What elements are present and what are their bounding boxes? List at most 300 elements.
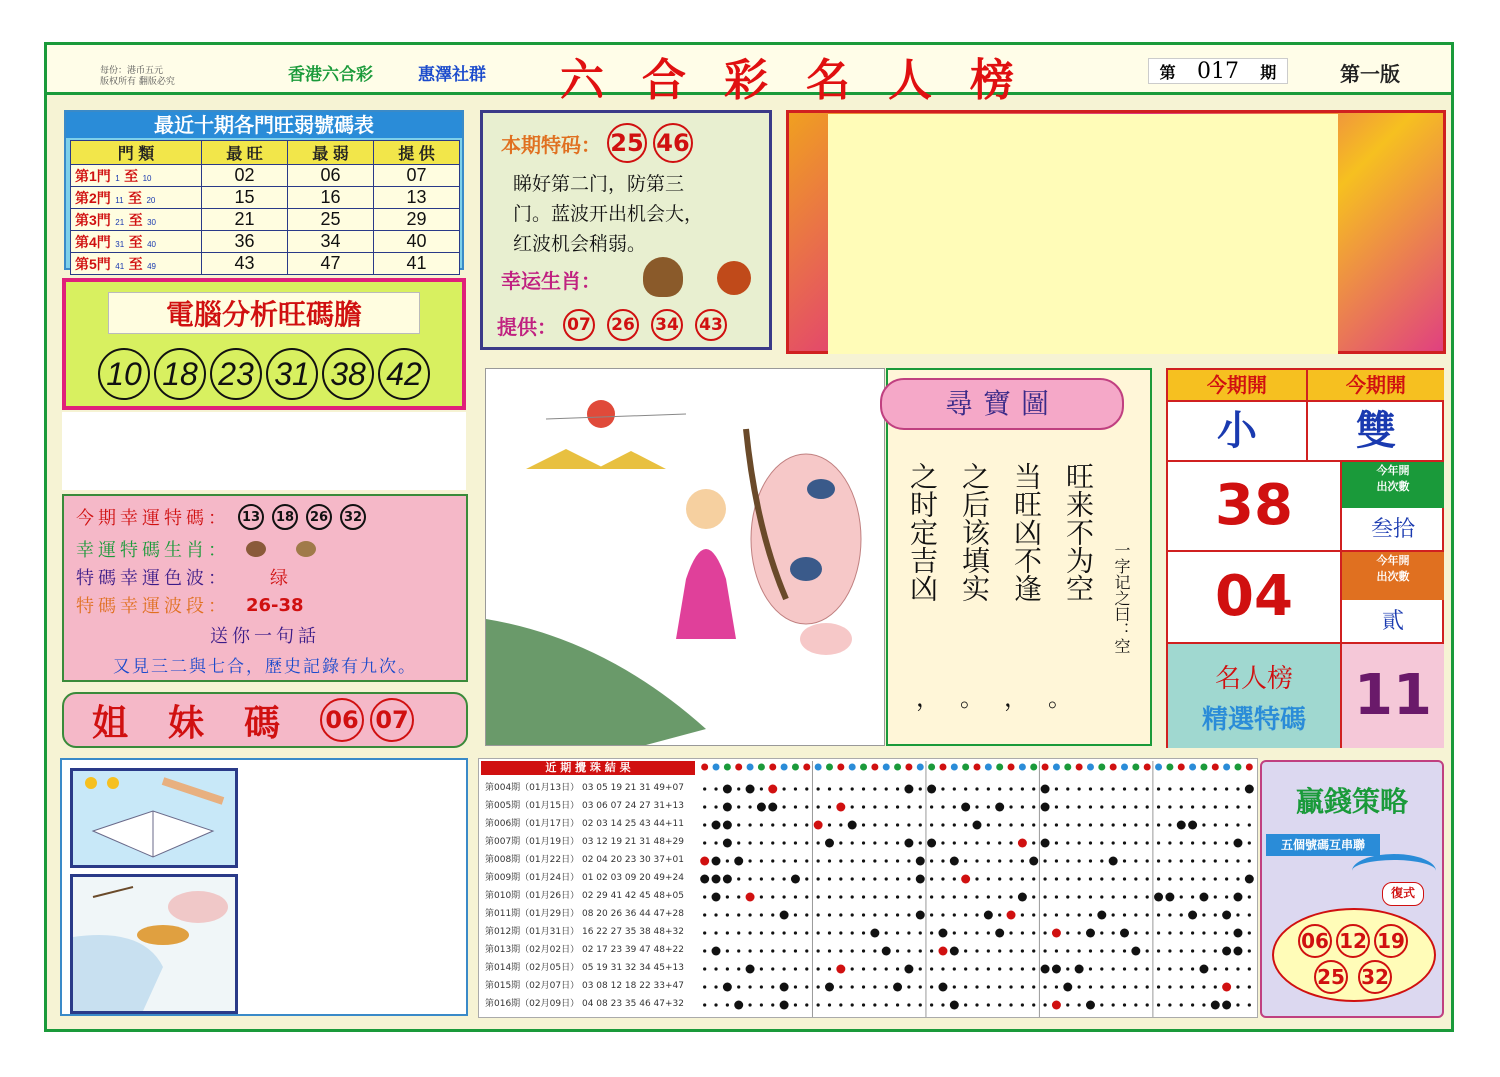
grid-dot [828,823,831,826]
grid-dot [839,949,842,952]
grid-header-dot [1042,764,1049,771]
treasure-col-3: 之后该填实 [958,462,991,602]
fame-box [1168,644,1342,748]
grid-dot [828,877,831,880]
best-value: 02 [202,165,288,187]
grid-dot [919,949,922,952]
grid-header-dot [1008,764,1015,771]
grid-dot [1066,967,1069,970]
scene-illustration [485,368,885,746]
book-svg [73,771,235,865]
grid-dot [975,913,978,916]
grid-dot [1134,985,1137,988]
grid-header-dot [883,764,890,771]
grid-dot [783,859,786,862]
computer-number: 10 [98,348,150,400]
page-title: 六合彩名人榜 [560,55,1052,106]
grid-header-dot [769,764,776,771]
grid-dot [1078,823,1081,826]
grid-dot [862,1003,865,1006]
grid-hit-dot [723,821,732,830]
grid-dot [1089,841,1092,844]
grid-dot [760,859,763,862]
grid-dot [1123,787,1126,790]
grid-header-dot [1189,764,1196,771]
grid-dot [1112,985,1115,988]
treasure-panel [886,368,1152,746]
lucky-panel [62,494,468,682]
special-panel [480,110,772,350]
grid-dot [1214,805,1217,808]
grid-dot [862,877,865,880]
grid-dot [703,823,706,826]
grid-dot [919,787,922,790]
grid-dot [1202,1003,1205,1006]
stats-row-nums: 16 22 27 35 38 48+32 [581,927,684,937]
grid-dot [1043,1003,1046,1006]
grid-dot [1236,1003,1239,1006]
grid-dot [1168,877,1171,880]
grid-hit-dot [1063,983,1072,992]
door-to-label: 至 [128,211,143,228]
special-number: 46 [653,123,693,163]
grid-dot [771,985,774,988]
strategy-title: 贏錢策略 [1295,785,1408,818]
grid-dot [941,913,944,916]
grid-dot [760,787,763,790]
grid-header-dot [1200,764,1207,771]
grid-dot [748,931,751,934]
grid-hit-dot [1109,857,1118,866]
grid-dot [828,805,831,808]
stats-row-label: 第010期（01月26日） [485,891,580,901]
grid-dot [1225,787,1228,790]
grid-dot [896,913,899,916]
door-from: 1 [115,173,120,183]
grid-header-dot [747,764,754,771]
grid-dot [1078,949,1081,952]
grid-dot [1191,787,1194,790]
grid-dot [1032,841,1035,844]
grid-dot [1112,931,1115,934]
grid-dot [873,913,876,916]
grid-dot [1021,985,1024,988]
grid-hit-dot [1007,911,1016,920]
open-panel [1166,368,1444,748]
grid-dot [851,841,854,844]
grid-dot [1112,913,1115,916]
grid-dot [748,985,751,988]
grid-dot [1089,967,1092,970]
grid-dot [1146,967,1149,970]
grid-hit-dot [791,875,800,884]
grid-hit-dot [950,947,959,956]
best-value: 21 [202,209,288,231]
grid-dot [1248,931,1251,934]
grid-dot [828,787,831,790]
grid-dot [1055,805,1058,808]
grid-dot [964,859,967,862]
grid-dot [1043,823,1046,826]
grid-dot [1214,895,1217,898]
door-to: 40 [147,239,156,249]
grid-dot [873,985,876,988]
grid-dot [885,895,888,898]
grid-dot [771,859,774,862]
open-count-1: 叁拾 [1342,510,1444,552]
grid-dot [1191,1003,1194,1006]
grid-dot [1202,985,1205,988]
grid-hit-dot [1018,893,1027,902]
table-row [71,209,460,231]
grid-dot [1146,1003,1149,1006]
stats-row [485,797,695,815]
grid-dot [907,877,910,880]
stats-row-label: 第009期（01月24日） [485,873,580,883]
stats-row-nums: 02 29 41 42 45 48+05 [581,891,684,901]
grid-dot [1146,787,1149,790]
grid-dot [896,877,899,880]
grid-dot [862,859,865,862]
grid-dot [919,823,922,826]
grid-dot [1009,985,1012,988]
grid-dot [817,931,820,934]
grid-dot [1032,805,1035,808]
grid-header-dot [1155,764,1162,771]
grid-dot [1078,985,1081,988]
grid-dot [794,859,797,862]
grid-hit-dot [1245,875,1254,884]
grid-hit-dot [723,803,732,812]
grid-dot [1236,805,1239,808]
grid-hit-dot [1154,893,1163,902]
grid-dot [1066,877,1069,880]
grid-dot [919,985,922,988]
grid-hit-dot [950,1001,959,1010]
grid-dot [919,805,922,808]
grid-dot [885,1003,888,1006]
grid-dot [737,949,740,952]
stats-row-label: 第014期（02月05日） [485,963,580,973]
grid-dot [714,985,717,988]
grid-dot [737,895,740,898]
grid-header-dot [1144,764,1151,771]
grid-dot [771,931,774,934]
provide-number: 43 [695,309,727,341]
label-year-open: 今年開 [1376,554,1410,567]
grid-dot [1089,949,1092,952]
grid-dot [1009,805,1012,808]
grid-dot [1202,787,1205,790]
grid-hit-dot [712,893,721,902]
grid-dot [1055,913,1058,916]
grid-dot [703,913,706,916]
grid-dot [1055,841,1058,844]
grid-dot [987,805,990,808]
grid-dot [783,841,786,844]
grid-dot [1248,949,1251,952]
blank-area [62,412,466,490]
grid-dot [726,913,729,916]
grid-dot [1021,1003,1024,1006]
grid-dot [1078,895,1081,898]
grid-dot [1078,913,1081,916]
grid-dot [1123,913,1126,916]
grid-dot [771,841,774,844]
open-count-label-1 [1342,462,1444,508]
grid-hit-dot [780,983,789,992]
grid-dot [987,985,990,988]
grid-dot [941,967,944,970]
grid-dot [703,931,706,934]
stats-row [485,959,695,977]
grid-dot [737,877,740,880]
grid-dot [930,985,933,988]
grid-hit-dot [995,803,1004,812]
stats-row-nums: 01 02 03 09 20 49+24 [581,873,684,883]
grid-hit-dot [1222,1001,1231,1010]
computer-number: 38 [322,348,374,400]
best-value: 36 [202,231,288,253]
header-brand-hk: 香港六合彩 [288,65,373,85]
table-row [71,253,460,275]
grid-hit-dot [1233,947,1242,956]
grid-dot [907,949,910,952]
grid-dot [794,949,797,952]
grid-dot [805,895,808,898]
strategy-number: 19 [1374,924,1408,958]
grid-dot [1100,841,1103,844]
grid-dot [1123,805,1126,808]
grid-dot [919,895,922,898]
grid-dot [737,823,740,826]
grid-dot [964,841,967,844]
grid-dot [1157,1003,1160,1006]
grid-dot [1134,805,1137,808]
grid-dot [737,841,740,844]
grid-hit-dot [1097,911,1106,920]
grid-hit-dot [825,839,834,848]
grid-dot [794,787,797,790]
grid-hit-dot [1222,911,1231,920]
grid-dot [817,787,820,790]
grid-dot [975,805,978,808]
grid-header-dot [1223,764,1230,771]
grid-hit-dot [904,785,913,794]
grid-dot [896,949,899,952]
grid-dot [862,931,865,934]
grid-dot [873,805,876,808]
grid-hit-dot [746,965,755,974]
grid-hit-dot [757,803,766,812]
grid-dot [1157,841,1160,844]
grid-dot [953,895,956,898]
grid-dot [714,787,717,790]
grid-dot [748,877,751,880]
lucky-number: 13 [238,504,264,530]
grid-dot [998,859,1001,862]
grid-header-dot [1064,764,1071,771]
grid-dot [1043,949,1046,952]
door-table [70,140,460,275]
grid-dot [1225,877,1228,880]
grid-hit-dot [746,893,755,902]
grid-dot [987,859,990,862]
grid-hit-dot [882,947,891,956]
grid-dot [1134,1003,1137,1006]
stats-row [485,869,695,887]
grid-dot [1146,985,1149,988]
open-count-label-2 [1342,552,1444,600]
grid-dot [885,877,888,880]
grid-dot [1078,841,1081,844]
grid-hit-dot [1222,983,1231,992]
label-times: 出次數 [1376,480,1410,493]
grid-hit-dot [1199,965,1208,974]
grid-dot [941,805,944,808]
grid-dot [1180,841,1183,844]
grid-dot [975,985,978,988]
grid-dot [987,841,990,844]
grid-dot [1214,841,1217,844]
grid-hit-dot [916,911,925,920]
grid-dot [873,967,876,970]
grid-dot [783,805,786,808]
grid-dot [1236,985,1239,988]
grid-hit-dot [723,875,732,884]
grid-dot [1180,787,1183,790]
grid-dot [817,967,820,970]
grid-dot [839,787,842,790]
provide-value: 40 [374,231,460,253]
provide-number: 34 [651,309,683,341]
grid-dot [1214,877,1217,880]
special-number: 25 [607,123,647,163]
grid-hit-dot [1233,839,1242,848]
stats-row-label: 第012期（01月31日） [485,927,580,937]
grid-hit-dot [938,983,947,992]
banner-blank [828,114,1338,354]
grid-dot [1236,859,1239,862]
grid-dot [1168,931,1171,934]
grid-hit-dot [1120,929,1129,938]
grid-dot [1225,967,1228,970]
grid-dot [919,841,922,844]
grid-dot [1089,859,1092,862]
door-label: 第4門 [75,233,111,250]
computer-panel [62,278,466,410]
grid-dot [1100,877,1103,880]
grid-header-dot [1030,764,1037,771]
grid-dot [987,877,990,880]
stats-row-nums: 03 12 19 21 31 48+29 [581,837,684,847]
issue-number: 017 [1196,58,1239,84]
grid-dot [714,805,717,808]
grid-dot [885,913,888,916]
grid-dot [941,787,944,790]
grid-dot [783,823,786,826]
grid-dot [1100,967,1103,970]
best-value: 15 [202,187,288,209]
grid-dot [726,931,729,934]
grid-dot [1202,949,1205,952]
grid-dot [805,787,808,790]
grid-dot [930,913,933,916]
grid-dot [1168,823,1171,826]
grid-dot [1134,877,1137,880]
grid-hit-dot [1052,965,1061,974]
grid-dot [1146,949,1149,952]
grid-dot [794,985,797,988]
stats-row-nums: 03 05 19 21 31 49+07 [581,783,684,793]
stats-header: 近 期 攪 珠 結 果 [481,761,695,775]
grid-dot [862,985,865,988]
zodiac-label: 幸运生肖： [501,269,601,293]
grid-dot [998,967,1001,970]
grid-dot [1043,895,1046,898]
stats-row-nums: 02 04 20 23 30 37+01 [581,855,684,865]
grid-dot [1112,823,1115,826]
grid-hit-dot [723,785,732,794]
grid-dot [953,985,956,988]
grid-dot [839,985,842,988]
grid-hit-dot [927,785,936,794]
grid-dot [1168,1003,1171,1006]
door-label: 第2門 [75,189,111,206]
grid-dot [998,913,1001,916]
grid-dot [1180,895,1183,898]
grid-dot [1191,931,1194,934]
grid-hit-dot [916,857,925,866]
grid-dot [1055,859,1058,862]
grid-dot [703,985,706,988]
zodiac-icon [246,541,266,557]
grid-hit-dot [768,785,777,794]
grid-dot [1066,823,1069,826]
grid-dot [1202,841,1205,844]
grid-dot [907,931,910,934]
grid-dot [839,1003,842,1006]
grid-dot [998,841,1001,844]
grid-dot [1157,859,1160,862]
grid-dot [1134,967,1137,970]
grid-dot [862,823,865,826]
grid-dot [703,949,706,952]
grid-hit-dot [904,839,913,848]
grid-dot [998,985,1001,988]
grid-dot [1225,805,1228,808]
grid-dot [1078,805,1081,808]
stats-row-nums: 02 03 14 25 43 44+11 [581,819,684,829]
stats-rows [485,779,695,1013]
grid-dot [998,877,1001,880]
grid-hit-dot [723,839,732,848]
grid-dot [964,913,967,916]
grid-header-dot [1098,764,1105,771]
grid-dot [1078,931,1081,934]
grid-dot [748,805,751,808]
grid-dot [1168,913,1171,916]
grid-dot [1021,823,1024,826]
grid-dot [726,895,729,898]
grid-dot [1123,877,1126,880]
grid-hit-dot [916,875,925,884]
grid-hit-dot [768,803,777,812]
grid-hit-dot [984,911,993,920]
grid-hit-dot [961,803,970,812]
monkey-icon [643,257,683,297]
grid-hit-dot [1029,857,1038,866]
